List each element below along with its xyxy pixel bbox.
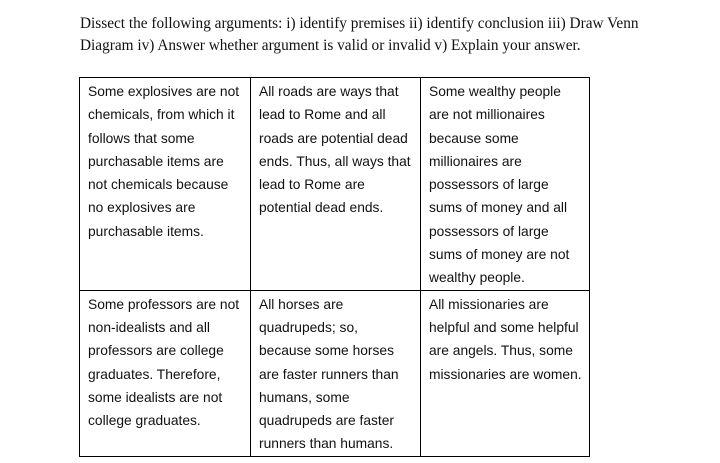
- argument-cell: All horses are quadrupeds; so, because some horses are faster runners than humans, some quadrupeds are faster runners than humans.: [251, 290, 421, 456]
- table-row: [80, 290, 590, 456]
- argument-cell: Some professors are not non-idealists and all professors are college graduates. Therefore, some idealists are not college graduates.: [80, 290, 251, 456]
- argument-cell: Some explosives are not chemicals, from which it follows that some purchasable items are not chemicals because no explosives are purchasable items.: [80, 78, 251, 291]
- argument-cell: All roads are ways that lead to Rome and all roads are potential dead ends. Thus, all ways that lead to Rome are potential dead ends.: [251, 78, 421, 291]
- table-row: [80, 78, 590, 291]
- arguments-table: [79, 77, 590, 457]
- argument-cell: Some wealthy people are not millionaires because some millionaires are possessors of large sums of money and all possessors of large sums of money are not wealthy people.: [421, 78, 590, 291]
- argument-cell: All missionaries are helpful and some helpful are angels. Thus, some missionaries are women.: [421, 290, 590, 456]
- instructions-text: Dissect the following arguments: i) identify premises ii) identify conclusion iii) Draw Venn Diagram iv) Answer whether argument is valid or invalid v) Explain your answer.: [80, 15, 639, 54]
